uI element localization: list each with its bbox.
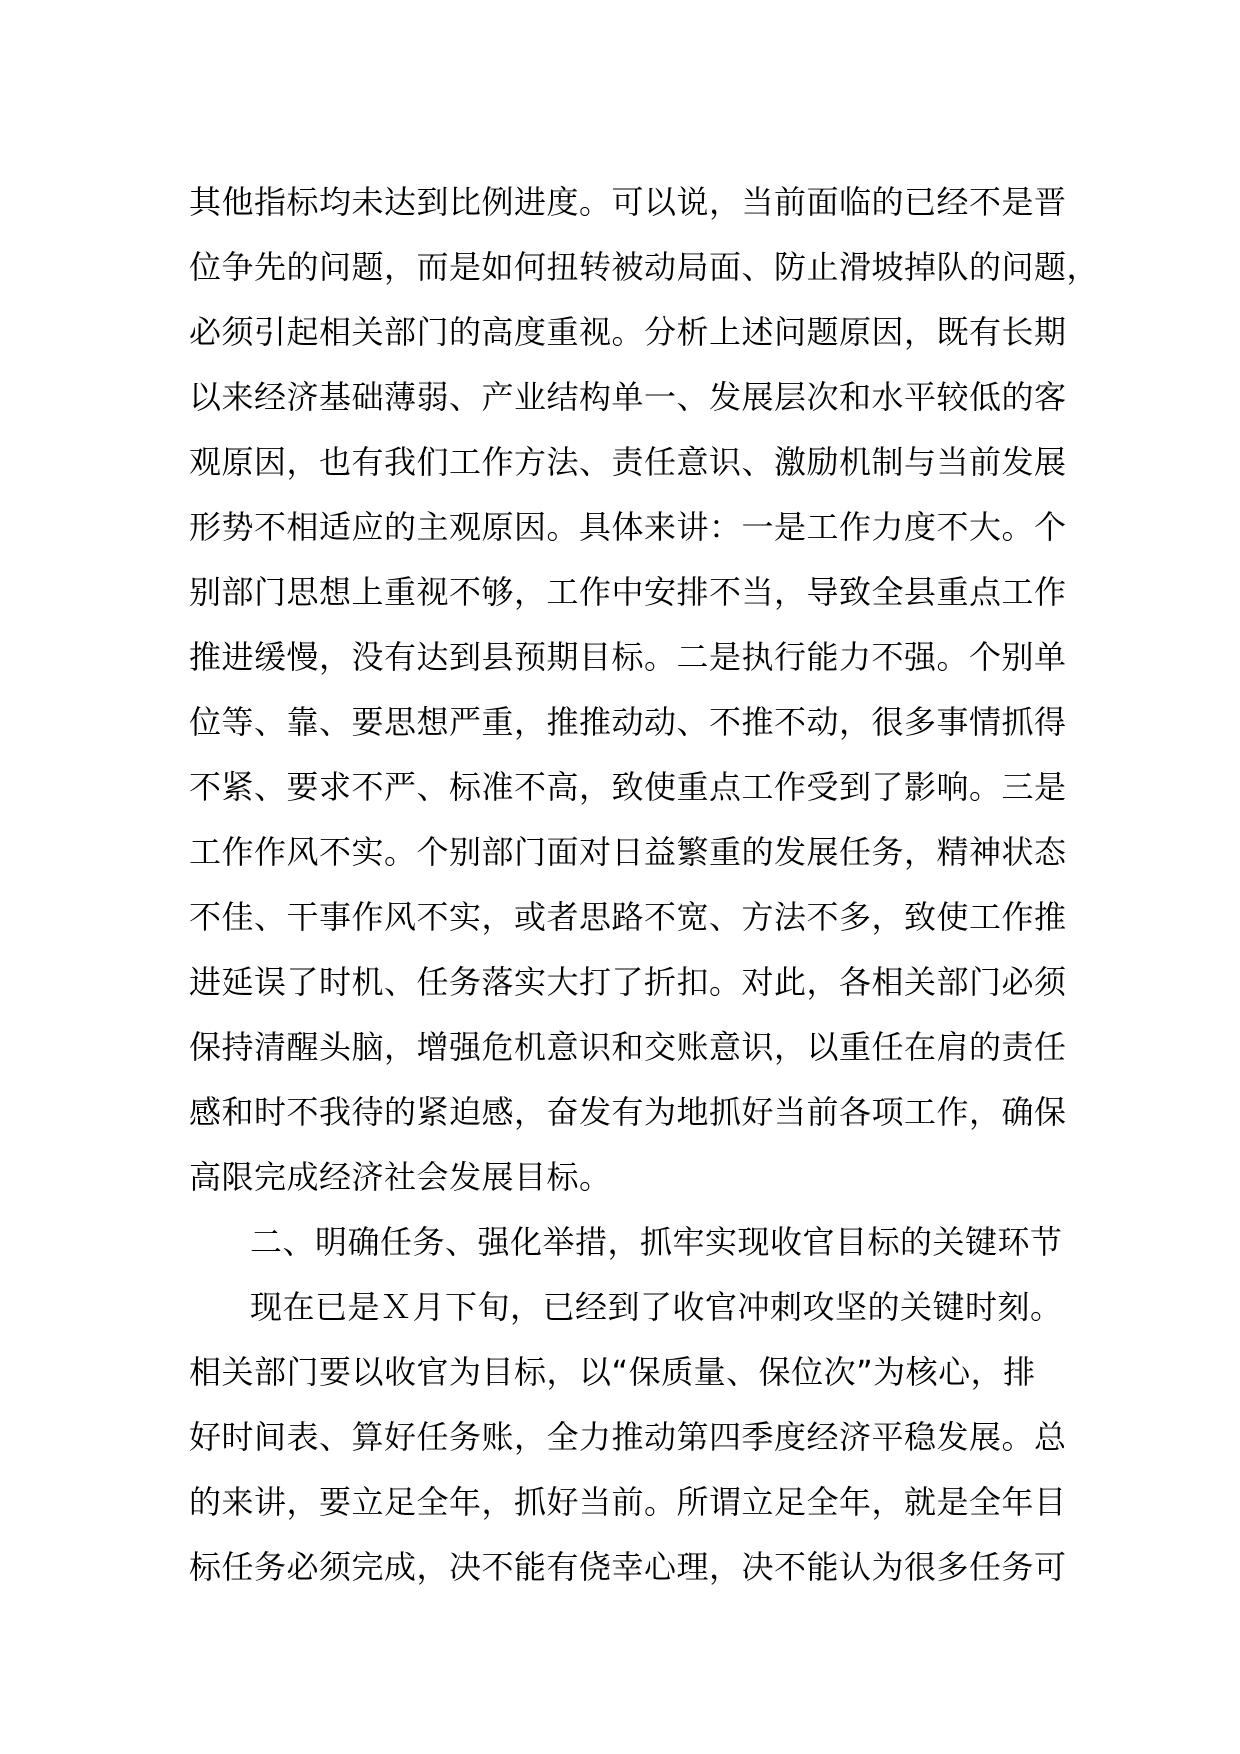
text-line: 观原因，也有我们工作方法、责任意识、激励机制与当前发展 (189, 443, 1067, 481)
text-line: 位等、靠、要思想严重，推推动动、不推不动，很多事情抓得 (189, 703, 1067, 741)
text-line: 好时间表、算好任务账，全力推动第四季度经济平稳发展。总 (189, 1418, 1067, 1456)
text-line: 工作作风不实。个别部门面对日益繁重的发展任务，精神状态 (189, 833, 1067, 871)
text-line: 的来讲，要立足全年，抓好当前。所谓立足全年，就是全年目 (189, 1483, 1067, 1521)
text-line: 相关部门要以收官为目标，以“保质量、保位次”为核心，排 (189, 1353, 1036, 1391)
text-line: 进延误了时机、任务落实大打了折扣。对此，各相关部门必须 (189, 963, 1067, 1001)
text-line: 标任务必须完成，决不能有侥幸心理，决不能认为很多任务可 (189, 1548, 1067, 1586)
text-line: 不佳、干事作风不实，或者思路不宽、方法不多，致使工作推 (189, 898, 1067, 936)
text-line: 其他指标均未达到比例进度。可以说，当前面临的已经不是晋 (189, 183, 1067, 221)
section-heading: 二、明确任务、强化举措，抓牢实现收官目标的关键环节 (250, 1223, 1063, 1261)
text-line: 高限完成经济社会发展目标。 (189, 1158, 612, 1196)
text-line: 推进缓慢，没有达到县预期目标。二是执行能力不强。个别单 (189, 638, 1067, 676)
text-line: 形势不相适应的主观原因。具体来讲：一是工作力度不大。个 (189, 508, 1067, 546)
text-line: 不紧、要求不严、标准不高，致使重点工作受到了影响。三是 (189, 768, 1067, 806)
text-line: 感和时不我待的紧迫感，奋发有为地抓好当前各项工作，确保 (189, 1093, 1067, 1131)
text-line: 现在已是Ｘ月下旬，已经到了收官冲刺攻坚的关键时刻。 (250, 1288, 1063, 1326)
body-text (189, 170, 1100, 1600)
text-line: 位争先的问题，而是如何扭转被动局面、防止滑坡掉队的问题， (189, 248, 1100, 286)
text-line: 以来经济基础薄弱、产业结构单一、发展层次和水平较低的客 (189, 378, 1067, 416)
text-line: 保持清醒头脑，增强危机意识和交账意识，以重任在肩的责任 (189, 1028, 1067, 1066)
text-line: 必须引起相关部门的高度重视。分析上述问题原因，既有长期 (189, 313, 1067, 351)
text-line: 别部门思想上重视不够，工作中安排不当，导致全县重点工作 (189, 573, 1067, 611)
